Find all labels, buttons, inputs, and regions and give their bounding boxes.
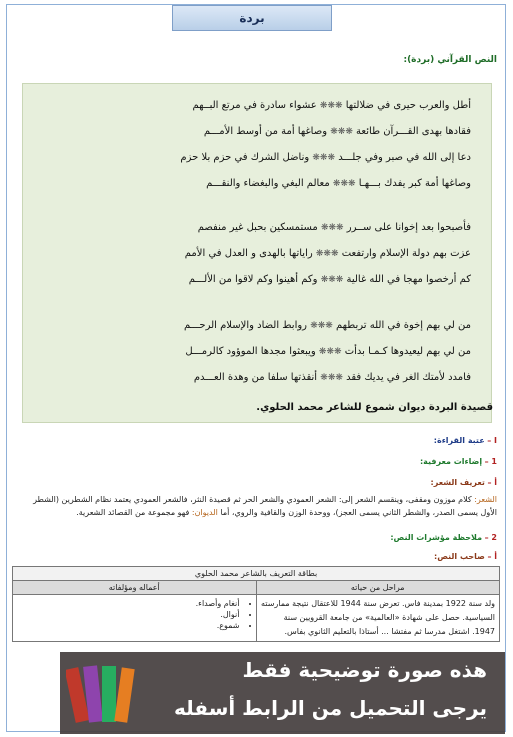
books-logo-icon	[66, 660, 136, 726]
verse-first-hemistich: وصاغها أمة كبر يفدك بـــهـا	[358, 178, 471, 189]
heading-knowledge-lights	[17, 457, 497, 466]
author-card-table	[12, 566, 500, 642]
poem-verse	[31, 346, 471, 357]
heading-text: ملاحظة مؤشرات النص:	[390, 533, 483, 542]
definition-text: كلام موزون ومقفى، وينقسم الشعر إلى: الشعر العمودي والشعر الحر ثم قصيدة النثر، فالشعر العمودي يعتمد نظام الشطرين (الشطر الأول يسمى الصدر، والشطر الثاني يسمى العجز)، ووحدة الوزن والقافية والروي، أما	[33, 495, 497, 517]
watermark-line-2: يرجى التحميل من الرابط أسفله	[174, 696, 487, 720]
poem-verse	[31, 222, 471, 233]
poem-source: قصيدة البردة ديوان شموع للشاعر محمد الحلوي.	[256, 402, 493, 413]
works-item: • أنوال.	[17, 610, 240, 619]
heading-text: عتبة القراءة:	[433, 436, 485, 445]
verse-separator-icon: ❋❋❋	[320, 223, 344, 233]
heading-poetry-definition	[17, 478, 497, 487]
poem-verse	[31, 152, 471, 163]
verse-first-hemistich: من لي بهم إخوة في الله تربطهم	[336, 320, 471, 331]
heading-text: تعريف الشعر:	[430, 478, 485, 487]
verse-second-hemistich: معالم البغي والبغضاء والنقـــم	[206, 178, 330, 189]
verse-second-hemistich: وكم أهينوا وكم لاقوا من الألـــم	[188, 274, 318, 285]
life-cell: ولد سنة 1922 بمدينة فاس. تعرض سنة 1944 للاعتقال نتيجة ممارسته السياسية. حصل على شهادة «العالمية» من جامعة القرويين سنة 1947. اشتغل مدرسا ثم مفتشا ... أستاذا بالتعليم الثانوي بفاس.	[256, 595, 500, 642]
verse-first-hemistich: دعا إلى الله في صبر وفي جلـــد	[338, 152, 471, 163]
heading-number: 2 –	[484, 533, 497, 542]
heading-number: 1 –	[484, 457, 497, 466]
verse-separator-icon: ❋❋❋	[330, 127, 353, 137]
poem-verse	[31, 178, 471, 189]
verse-first-hemistich: فامدد لأمتك الغر في يديك فقد	[346, 372, 471, 383]
heading-number: أ –	[487, 552, 497, 561]
verse-separator-icon: ❋❋❋	[312, 153, 335, 163]
works-item: • شموع.	[17, 621, 240, 630]
heading-number: أ –	[487, 478, 497, 487]
verse-second-hemistich: عشواء سادرة في مرتع البــهم	[192, 100, 317, 111]
column-header-life: مراحل من حياته	[256, 581, 500, 595]
poem-verse	[31, 372, 471, 383]
verse-separator-icon: ❋❋❋	[332, 179, 356, 189]
verse-second-hemistich: أنقذتها سلفا من وهدة العـــدم	[193, 372, 318, 383]
works-cell	[13, 595, 257, 642]
heading-number: I –	[487, 436, 497, 445]
definition-paragraph	[17, 493, 497, 519]
verse-second-hemistich: ويبعثوا مجدها الموؤود كالرمـــل	[185, 346, 316, 357]
poem-verse	[31, 100, 471, 111]
verse-first-hemistich: فقادها بهدى القـــرآن طائعة	[356, 126, 471, 137]
column-header-works: أعماله ومؤلفاته	[13, 581, 257, 595]
heading-text: صاحب النص:	[434, 552, 485, 561]
heading-author	[17, 552, 497, 561]
works-item: • أنغام وأصداء.	[17, 599, 240, 608]
definition-text-2: فهو مجموعة من القصائد الشعرية.	[76, 508, 190, 517]
verse-separator-icon: ❋❋❋	[318, 347, 342, 357]
heading-reading-threshold	[17, 436, 497, 445]
verse-separator-icon: ❋❋❋	[315, 249, 339, 259]
verse-second-hemistich: روابط الضاد والإسلام الرحـــم	[183, 320, 307, 331]
verse-second-hemistich: وناضل الشرك في حزم بلا حزم	[180, 152, 310, 163]
verse-second-hemistich: راياتها بالهدى و العدل في الأمم	[184, 248, 313, 259]
term-poetry: الشعر:	[474, 495, 497, 504]
verse-first-hemistich: كم أرخصوا مهجا في الله غالية	[346, 274, 471, 285]
watermark-banner	[60, 652, 505, 734]
verse-separator-icon: ❋❋❋	[319, 101, 343, 111]
page-title: بردة	[172, 5, 332, 31]
term-diwan: الديوان:	[191, 508, 218, 517]
verse-second-hemistich: مستمسكين بحبل غير منفصم	[197, 222, 318, 233]
verse-first-hemistich: أطل والعرب حيرى في ضلالتها	[345, 100, 471, 111]
section-title: النص القرآني (بردة):	[403, 55, 497, 65]
heading-text-indicators	[17, 533, 497, 542]
heading-text: إضاءات معرفية:	[419, 457, 483, 466]
verse-first-hemistich: فأصبحوا بعد إخوانا على ســرر	[346, 222, 471, 233]
poem-verse	[31, 274, 471, 285]
watermark-line-1: هذه صورة توضيحية فقط	[242, 658, 487, 682]
verse-first-hemistich: عزت بهم دولة الإسلام وارتفعت	[341, 248, 471, 259]
poem-verse	[31, 320, 471, 331]
poem-box	[22, 83, 492, 423]
verse-separator-icon: ❋❋❋	[310, 321, 333, 331]
poem-verse	[31, 248, 471, 259]
verse-second-hemistich: وصاغها أمة من أوسط الأمـــم	[203, 126, 328, 137]
table-caption: بطاقة التعريف بالشاعر محمد الحلوي	[13, 567, 500, 581]
verse-separator-icon: ❋❋❋	[320, 275, 344, 285]
verse-separator-icon: ❋❋❋	[320, 373, 343, 383]
poem-verse	[31, 126, 471, 137]
verse-first-hemistich: من لي بهم ليعيدوها كـمـا بدأت	[344, 346, 471, 357]
